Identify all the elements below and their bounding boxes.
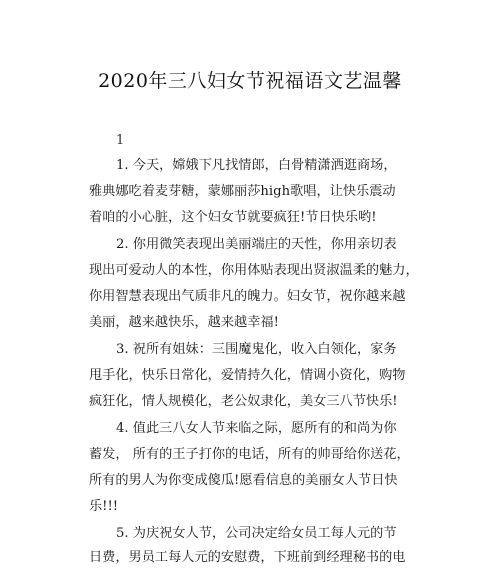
body-line-2: 雅典娜吃着麦芽糖，蒙娜丽莎high歌唱，让快乐震动	[89, 184, 396, 199]
section-marker: 1	[116, 133, 125, 148]
body-line-4: 2. 你用微笑表现出美丽端庄的天性，你用亲切表	[116, 237, 397, 252]
body-line-16: 日费，男员工每人元的安慰费，下班前到经理秘书的电	[89, 550, 406, 565]
body-line-3: 着咱的小心脏，这个妇女节就要疯狂!节日快乐哟!	[89, 210, 377, 225]
body-line-11: 4. 值此三八女人节来临之际，愿所有的和尚为你	[116, 421, 397, 436]
body-line-14: 乐!!!	[89, 499, 119, 514]
body-line-12: 蓄发， 所有的王子打你的电话，所有的帅哥给你送花，	[89, 447, 410, 462]
body-line-7: 美丽，越来越快乐，越来越幸福!	[89, 315, 279, 330]
body-line-13: 所有的男人为你变成傻瓜!愿看信息的美丽女人节日快	[89, 473, 398, 488]
body-line-10: 疯狂化，情人规模化，老公奴隶化，美女三八节快乐!	[89, 394, 398, 409]
body-line-5: 现出可爱动人的本性，你用体贴表现出贤淑温柔的魅力，	[89, 263, 419, 278]
body-line-9: 甩手化，快乐日常化，爱情持久化，情调小资化，购物	[89, 368, 406, 383]
body-line-8: 3. 祝所有姐妹：三围魔鬼化，收入白领化，家务	[116, 342, 397, 357]
document-title: 2020年三八妇女节祝福语文艺温馨	[98, 70, 402, 92]
body-line-6: 你用智慧表现出气质非凡的魄力。妇女节，祝你越来越	[89, 289, 406, 304]
body-line-15: 5. 为庆祝女人节，公司决定给女员工每人元的节	[116, 526, 397, 541]
body-line-1: 1. 今天，嫦娥下凡找情郎，白骨精潇洒逛商场，	[116, 158, 397, 173]
